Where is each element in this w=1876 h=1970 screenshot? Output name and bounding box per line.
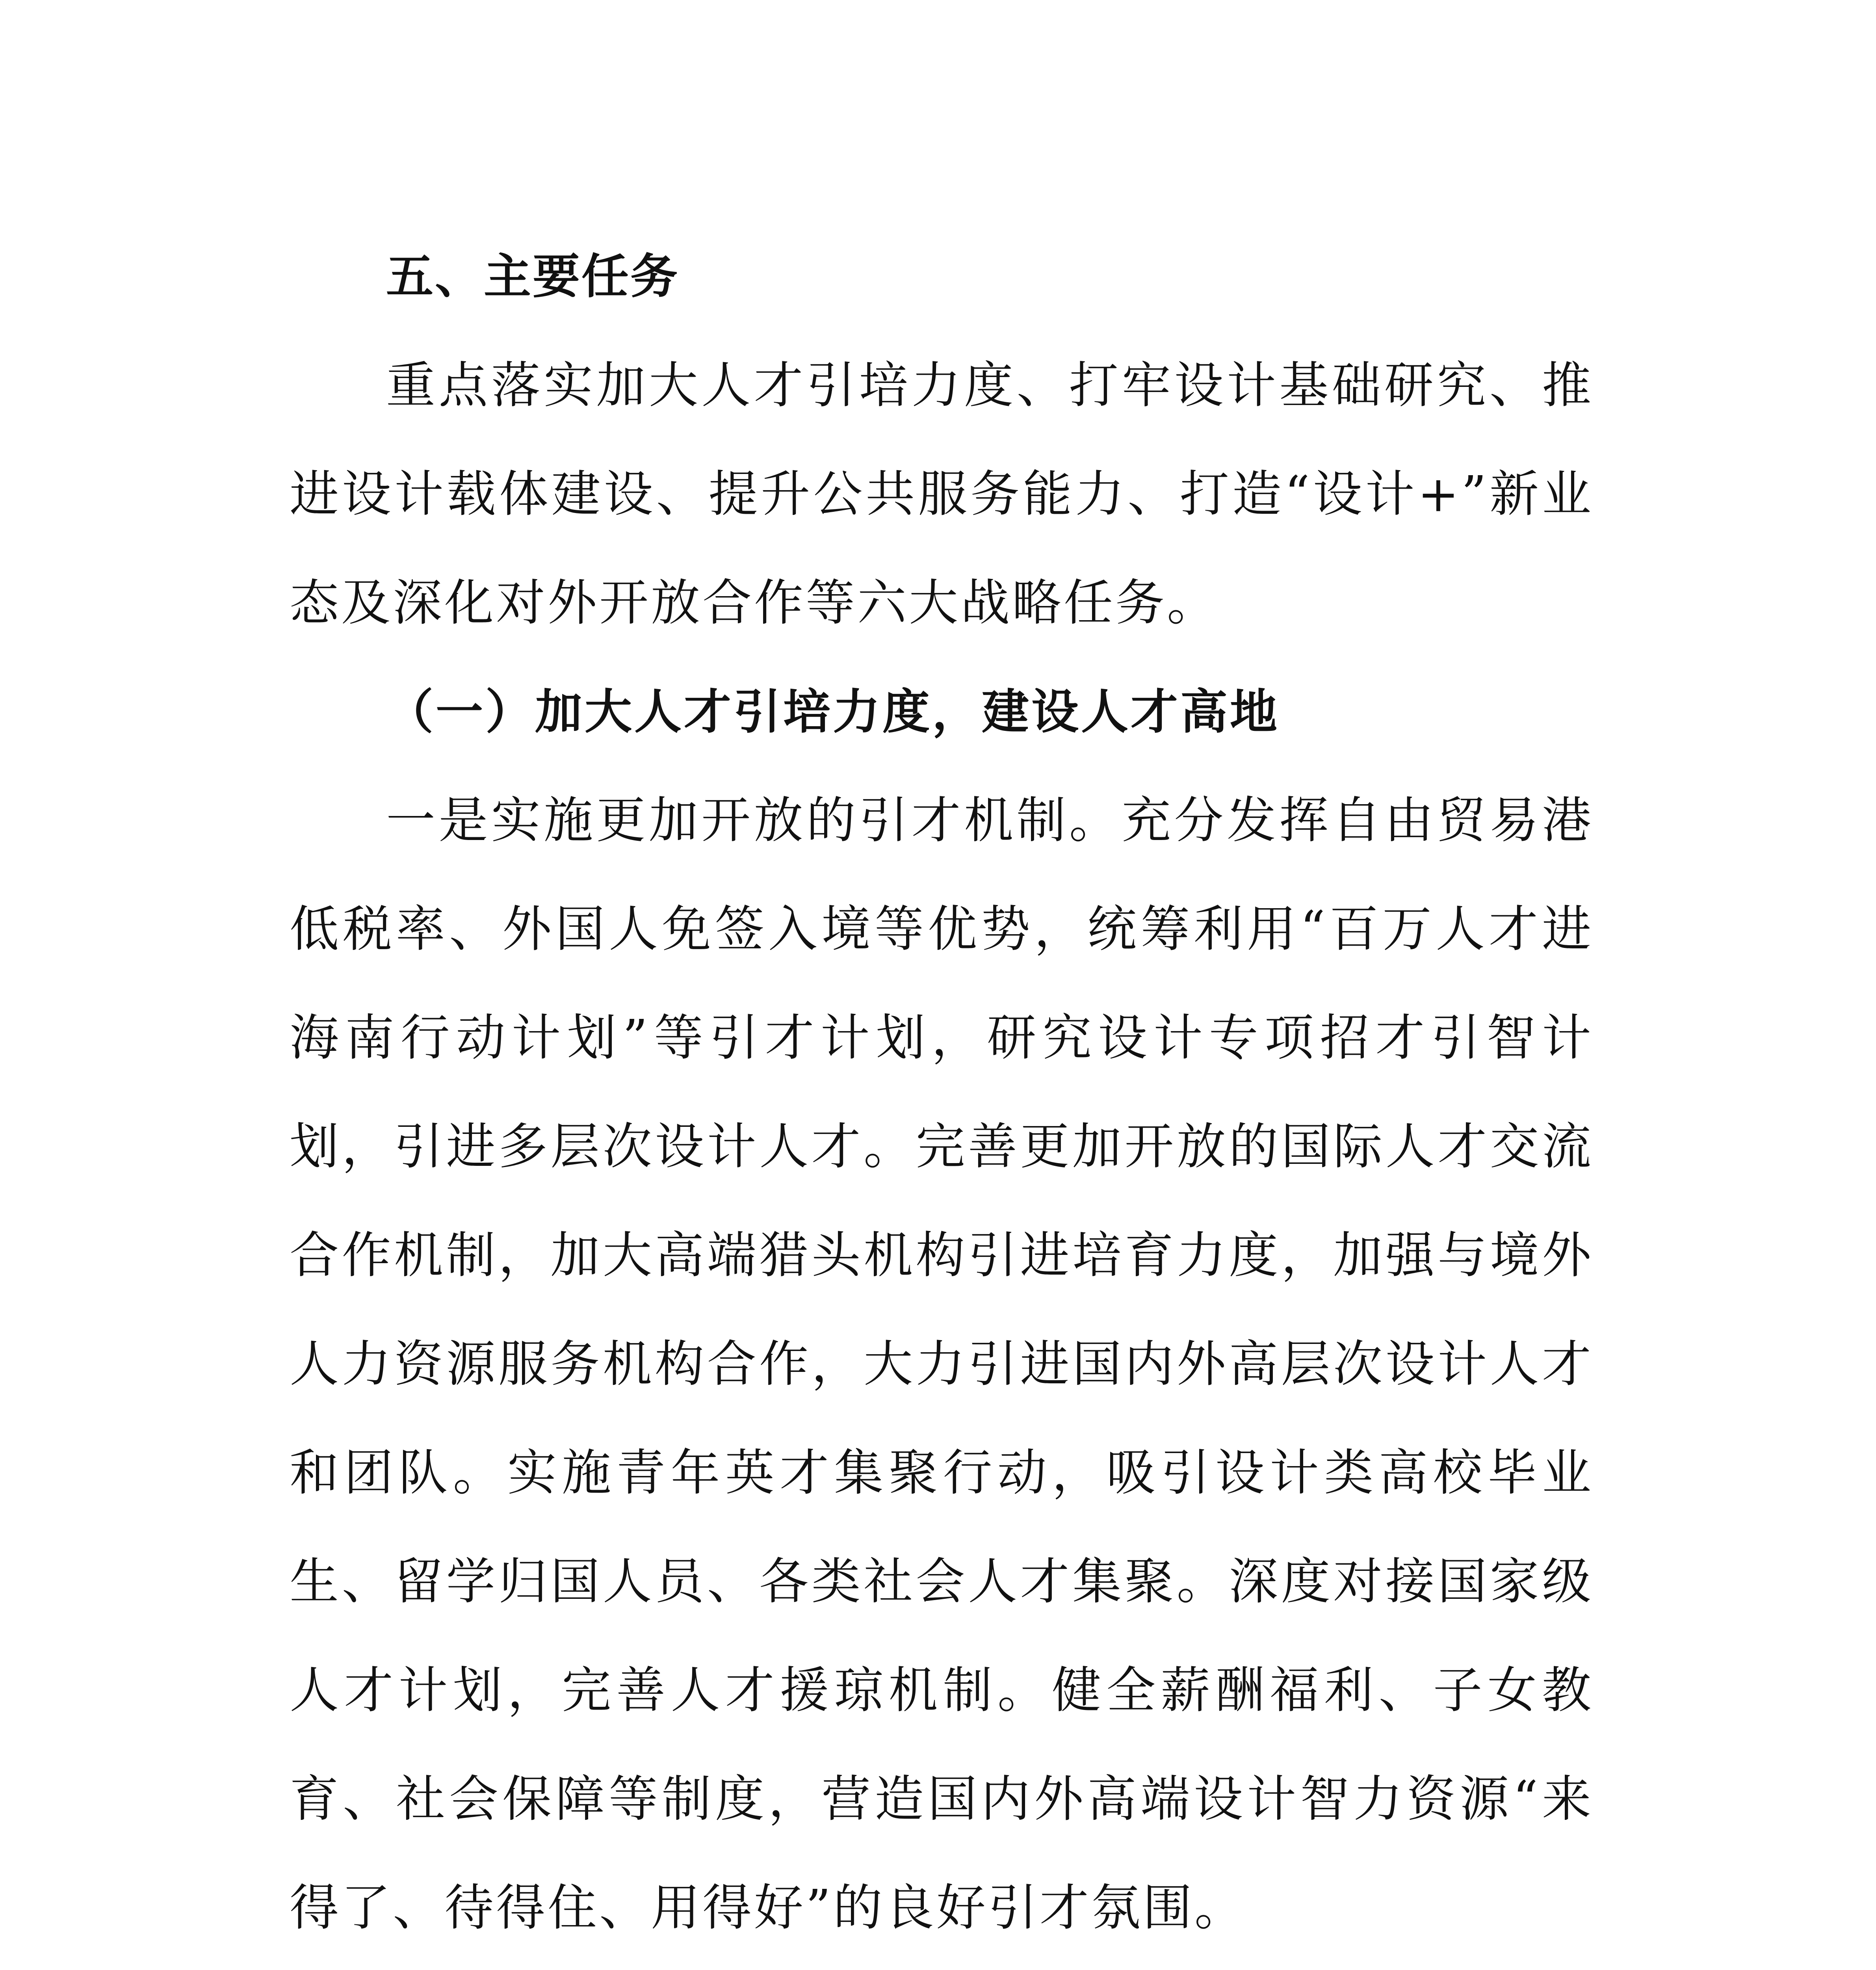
intro-paragraph: 重点落实加大人才引培力度、打牢设计基础研究、推进设计载体建设、提升公共服务能力、打造“设计+”新业态及深化对外开放合作等六大战略任务。 — [290, 357, 1594, 632]
page-content — [290, 223, 1594, 1970]
section-title: 五、主要任务 — [386, 249, 679, 304]
paragraph-talent-introduction: 一是实施更加开放的引才机制。充分发挥自由贸易港低税率、外国人免签入境等优势，统筹利用“百万人才进海南行动计划”等引才计划，研究设计专项招才引智计划，引进多层次设计人才。完善更加开放的国际人才交流合作机制，加大高端猎头机构引进培育力度，加强与境外人力资源服务机构合作，大力引进国内外高层次设计人才和团队。实施青年英才集聚行动，吸引设计类高校毕业生、留学归国人员、各类社会人才集聚。深度对接国家级人才计划，完善人才援琼机制。健全薪酬福利、子女教育、社会保障等制度，营造国内外高端设计智力资源“来得了、待得住、用得好”的良好引才氛围。 — [290, 792, 1594, 1937]
subsection-title: （一）加大人才引培力度，建设人才高地 — [386, 684, 1280, 740]
paragraph-talent-cultivation — [290, 1963, 1594, 1970]
